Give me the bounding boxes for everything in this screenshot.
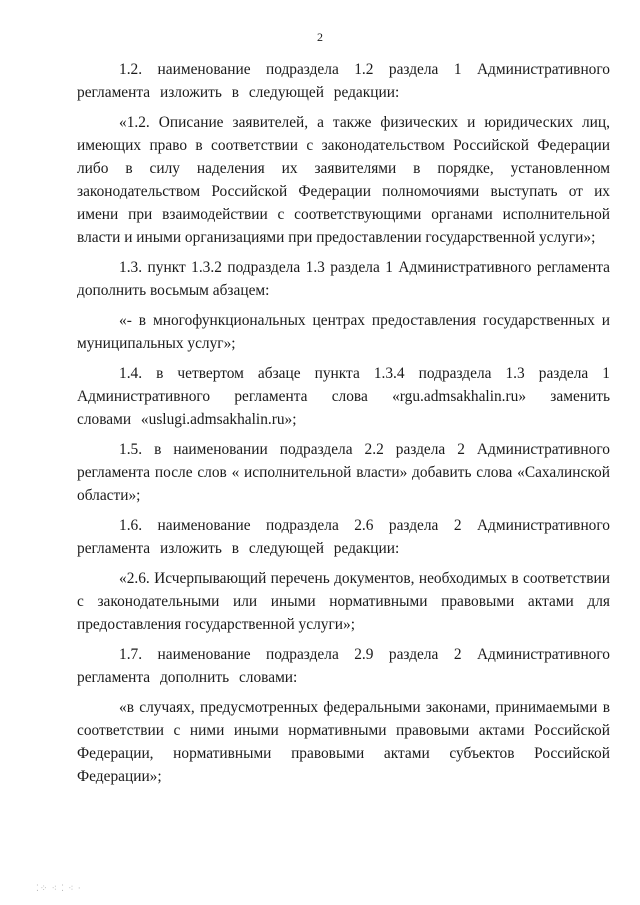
paragraph-1-5: 1.5. в наименовании подраздела 2.2 раздела 2 Административного регламента после слов « исполнительной власти» добавить слова «Сахалинской области»;: [77, 441, 610, 504]
paragraph-quote-2-6: «2.6. Исчерпывающий перечень документов, необходимых в соответствии с законодательными или иными нормативными правовыми актами для предоставления государственной услуги»;: [77, 570, 610, 633]
paragraph-1-2: 1.2. наименование подраздела 1.2 раздела 1 Административного регламента изложить в следующей редакции:: [77, 61, 610, 101]
scan-artifact: ⁚⁘ ⁖ ⁚ ⁖ ·: [36, 883, 82, 893]
paragraph-1-6: 1.6. наименование подраздела 2.6 раздела 2 Административного регламента изложить в следующей редакции:: [77, 517, 610, 557]
page-number: 2: [317, 30, 323, 44]
document-body: [77, 58, 610, 795]
paragraph-1-3: 1.3. пункт 1.3.2 подраздела 1.3 раздела 1 Административного регламента дополнить восьмым абзацем:: [77, 259, 610, 299]
paragraph-1-4: 1.4. в четвертом абзаце пункта 1.3.4 подраздела 1.3 раздела 1 Административного регламента слова «rgu.admsakhalin.ru» заменить словами «uslugi.admsakhalin.ru»;: [77, 365, 610, 428]
paragraph-quote-mfc: «- в многофункциональных центрах предоставления государственных и муниципальных услуг»;: [77, 312, 610, 352]
paragraph-1-7: 1.7. наименование подраздела 2.9 раздела 2 Административного регламента дополнить словами:: [77, 646, 610, 686]
paragraph-quote-2-9: «в случаях, предусмотренных федеральными законами, принимаемыми в соответствии с ними иными нормативными правовыми актами Российской Федерации, нормативными правовыми актами субъектов Российской Федерации»;: [77, 699, 610, 785]
paragraph-quote-1-2: «1.2. Описание заявителей, а также физических и юридических лиц, имеющих право в соответствии с законодательством Российской Федерации либо в силу наделения их заявителями в порядке, установленном законодательством Российской Федерации полномочиями выступать от их имени при взаимодействии с соответствующими органами исполнительной власти и иными организациями при предоставлении государственной услуги»;: [77, 114, 610, 246]
